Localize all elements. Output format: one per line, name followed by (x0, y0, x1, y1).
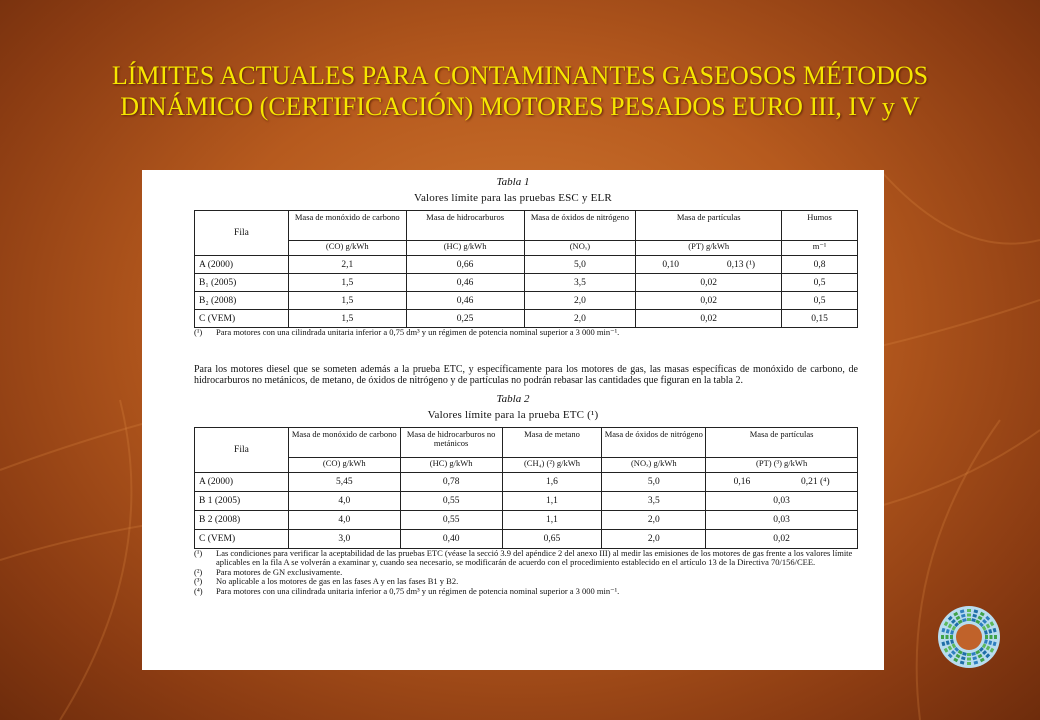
footnote (194, 549, 858, 568)
cell-nox: 5,0 (602, 472, 706, 491)
row-label: B₁ (2005) (195, 274, 289, 292)
footnote-mark: (²) (194, 566, 203, 577)
table1-heading: Valores límite para las pruebas ESC y ELR (414, 192, 612, 204)
cell-pt: 0,02 (636, 292, 782, 310)
row-label: C (VEM) (195, 529, 289, 548)
table1-notes (194, 328, 858, 338)
table2-header-nox: Masa de óxidos de nitrógeno (602, 427, 706, 457)
table1-header-pt: Masa de partículas (636, 211, 782, 241)
table1-unit-hc: (HC) g/kWh (406, 241, 524, 256)
table-row (195, 310, 858, 328)
cell-nox: 2,0 (524, 292, 636, 310)
footnote-text: Las condiciones para verificar la aceptabilidad de las pruebas ETC (véase la secció 3.9 del apéndice 2 del anexo III) al medir las emisiones de los motores de gas frente a los valores límite aplicables en la fila A se volverán a examinar y, cuando sea necesario, se modificarán de acuerdo con el procedimiento establecido en el artículo 13 de la Directiva 70/156/CEE. (216, 547, 853, 567)
table2-header-pt: Masa de partículas (706, 427, 858, 457)
table1 (194, 210, 858, 328)
cell-hc: 0,55 (400, 491, 502, 510)
cell-pt (706, 472, 858, 491)
cell-co: 4,0 (288, 510, 400, 529)
row-label: C (VEM) (195, 310, 289, 328)
table1-header-nox: Masa de óxidos de nitrógeno (524, 211, 636, 241)
table2-heading: Valores límite para la prueba ETC (¹) (427, 408, 599, 421)
table1-unit-co: (CO) g/kWh (288, 241, 406, 256)
cell-co: 3,0 (288, 529, 400, 548)
table2-notes (194, 549, 858, 597)
cell-hc: 0,78 (400, 472, 502, 491)
cell-ch4: 0,65 (502, 529, 602, 548)
footnote-mark: (³) (194, 576, 203, 586)
title-line-2: DINÁMICO (CERTIFICACIÓN) MOTORES PESADOS EURO III, IV y V (120, 92, 920, 121)
cell-pt: 0,02 (706, 529, 858, 548)
cell-hc: 0,55 (400, 510, 502, 529)
table1-header-hc: Masa de hidrocarburos (406, 211, 524, 241)
footnote-text: Para motores de GN exclusivamente. (216, 566, 343, 577)
cell-nox: 3,5 (602, 491, 706, 510)
cell-co: 4,0 (288, 491, 400, 510)
table2-header-hc: Masa de hidrocarburos no metánicos (400, 427, 502, 457)
table2-unit-nox: (NOₓ) g/kWh (602, 457, 706, 472)
table2-header-fila: Fila (195, 427, 289, 472)
cell-humos: 0,15 (782, 310, 858, 328)
table1-unit-humos: m⁻¹ (782, 241, 858, 256)
table-row (195, 292, 858, 310)
table2 (194, 427, 858, 549)
cell-nox: 3,5 (524, 274, 636, 292)
cell-hc: 0,46 (406, 274, 524, 292)
cell-ch4: 1,1 (502, 510, 602, 529)
cell-nox: 5,0 (524, 256, 636, 274)
table-row (195, 510, 858, 529)
cell-hc: 0,66 (406, 256, 524, 274)
cell-pt (636, 256, 782, 274)
cell-ch4: 1,1 (502, 491, 602, 510)
cell-co: 1,5 (288, 292, 406, 310)
cell-humos: 0,5 (782, 274, 858, 292)
table1-header-humos: Humos (782, 211, 858, 241)
cell-pt: 0,02 (636, 310, 782, 328)
cell-pt-b: 0,21 (⁴) (800, 476, 830, 487)
table-row (195, 491, 858, 510)
cell-co: 5,45 (288, 472, 400, 491)
cell-ch4: 1,6 (502, 472, 602, 491)
table2-unit-co: (CO) g/kWh (288, 457, 400, 472)
cell-nox: 2,0 (524, 310, 636, 328)
table2-header-co: Masa de monóxido de carbono (288, 427, 400, 457)
cell-pt: 0,03 (706, 510, 858, 529)
row-label: A (2000) (195, 256, 289, 274)
table1-header-co: Masa de monóxido de carbono (288, 211, 406, 241)
row-label: B₂ (2008) (195, 292, 289, 310)
cell-humos: 0,5 (782, 292, 858, 310)
table2-header-ch4: Masa de metano (502, 427, 602, 457)
footnote-mark: (⁴) (194, 585, 203, 596)
footnote-text: No aplicable a los motores de gas en las fases A y en las fases B1 y B2. (216, 576, 459, 586)
cell-co: 1,5 (288, 274, 406, 292)
body-paragraph: Para los motores diesel que se someten además a la prueba ETC, y específicamente para los motores de gas, las masas específicas de monóxido de carbono, de hidrocarburos no metánicos, de metano, de óxidos de nitrógeno y de partículas no podrán rebasar las cantidades que figuran en la tabla 2. (194, 363, 858, 386)
circular-sun-logo-icon (936, 604, 1002, 670)
footnote-text: Para motores con una cilindrada unitaria inferior a 0,75 dm³ y un régimen de potencia nominal superior a 3 000 min⁻¹. (216, 585, 620, 596)
cell-pt-a: 0,16 (733, 476, 751, 487)
cell-hc: 0,25 (406, 310, 524, 328)
document-scan (142, 170, 884, 670)
table2-unit-pt: (PT) (³) g/kWh (706, 457, 858, 472)
footnote-mark: (¹) (194, 327, 203, 337)
table-row (195, 256, 858, 274)
cell-pt-b: 0,13 (¹) (726, 259, 756, 270)
row-label: B 2 (2008) (195, 510, 289, 529)
cell-nox: 2,0 (602, 510, 706, 529)
table1-header-fila: Fila (195, 211, 289, 256)
table-row (195, 274, 858, 292)
footnote-text: Para motores con una cilindrada unitaria inferior a 0,75 dm³ y un régimen de potencia nominal superior a 3 000 min⁻¹. (216, 327, 620, 337)
footnote (194, 328, 858, 338)
cell-nox: 2,0 (602, 529, 706, 548)
table2-caption: Tabla 2 (496, 392, 530, 405)
cell-co: 2,1 (288, 256, 406, 274)
table1-unit-pt: (PT) g/kWh (636, 241, 782, 256)
table2-unit-hc: (HC) g/kWh (400, 457, 502, 472)
cell-humos: 0,8 (782, 256, 858, 274)
table1-unit-nox: (NOₓ) (524, 241, 636, 256)
cell-hc: 0,40 (400, 529, 502, 548)
title-line-1: LÍMITES ACTUALES PARA CONTAMINANTES GASEOSOS MÉTODOS (111, 61, 929, 90)
cell-pt: 0,02 (636, 274, 782, 292)
footnote (194, 587, 858, 597)
table-row (195, 529, 858, 548)
table-row (195, 472, 858, 491)
cell-co: 1,5 (288, 310, 406, 328)
slide-title (40, 60, 1000, 122)
table2-unit-ch4: (CH₄) (²) g/kWh (502, 457, 602, 472)
cell-hc: 0,46 (406, 292, 524, 310)
table1-caption: Tabla 1 (496, 176, 530, 188)
footnote-mark: (¹) (194, 547, 203, 558)
cell-pt: 0,03 (706, 491, 858, 510)
row-label: B 1 (2005) (195, 491, 289, 510)
row-label: A (2000) (195, 472, 289, 491)
cell-pt-a: 0,10 (662, 259, 679, 270)
